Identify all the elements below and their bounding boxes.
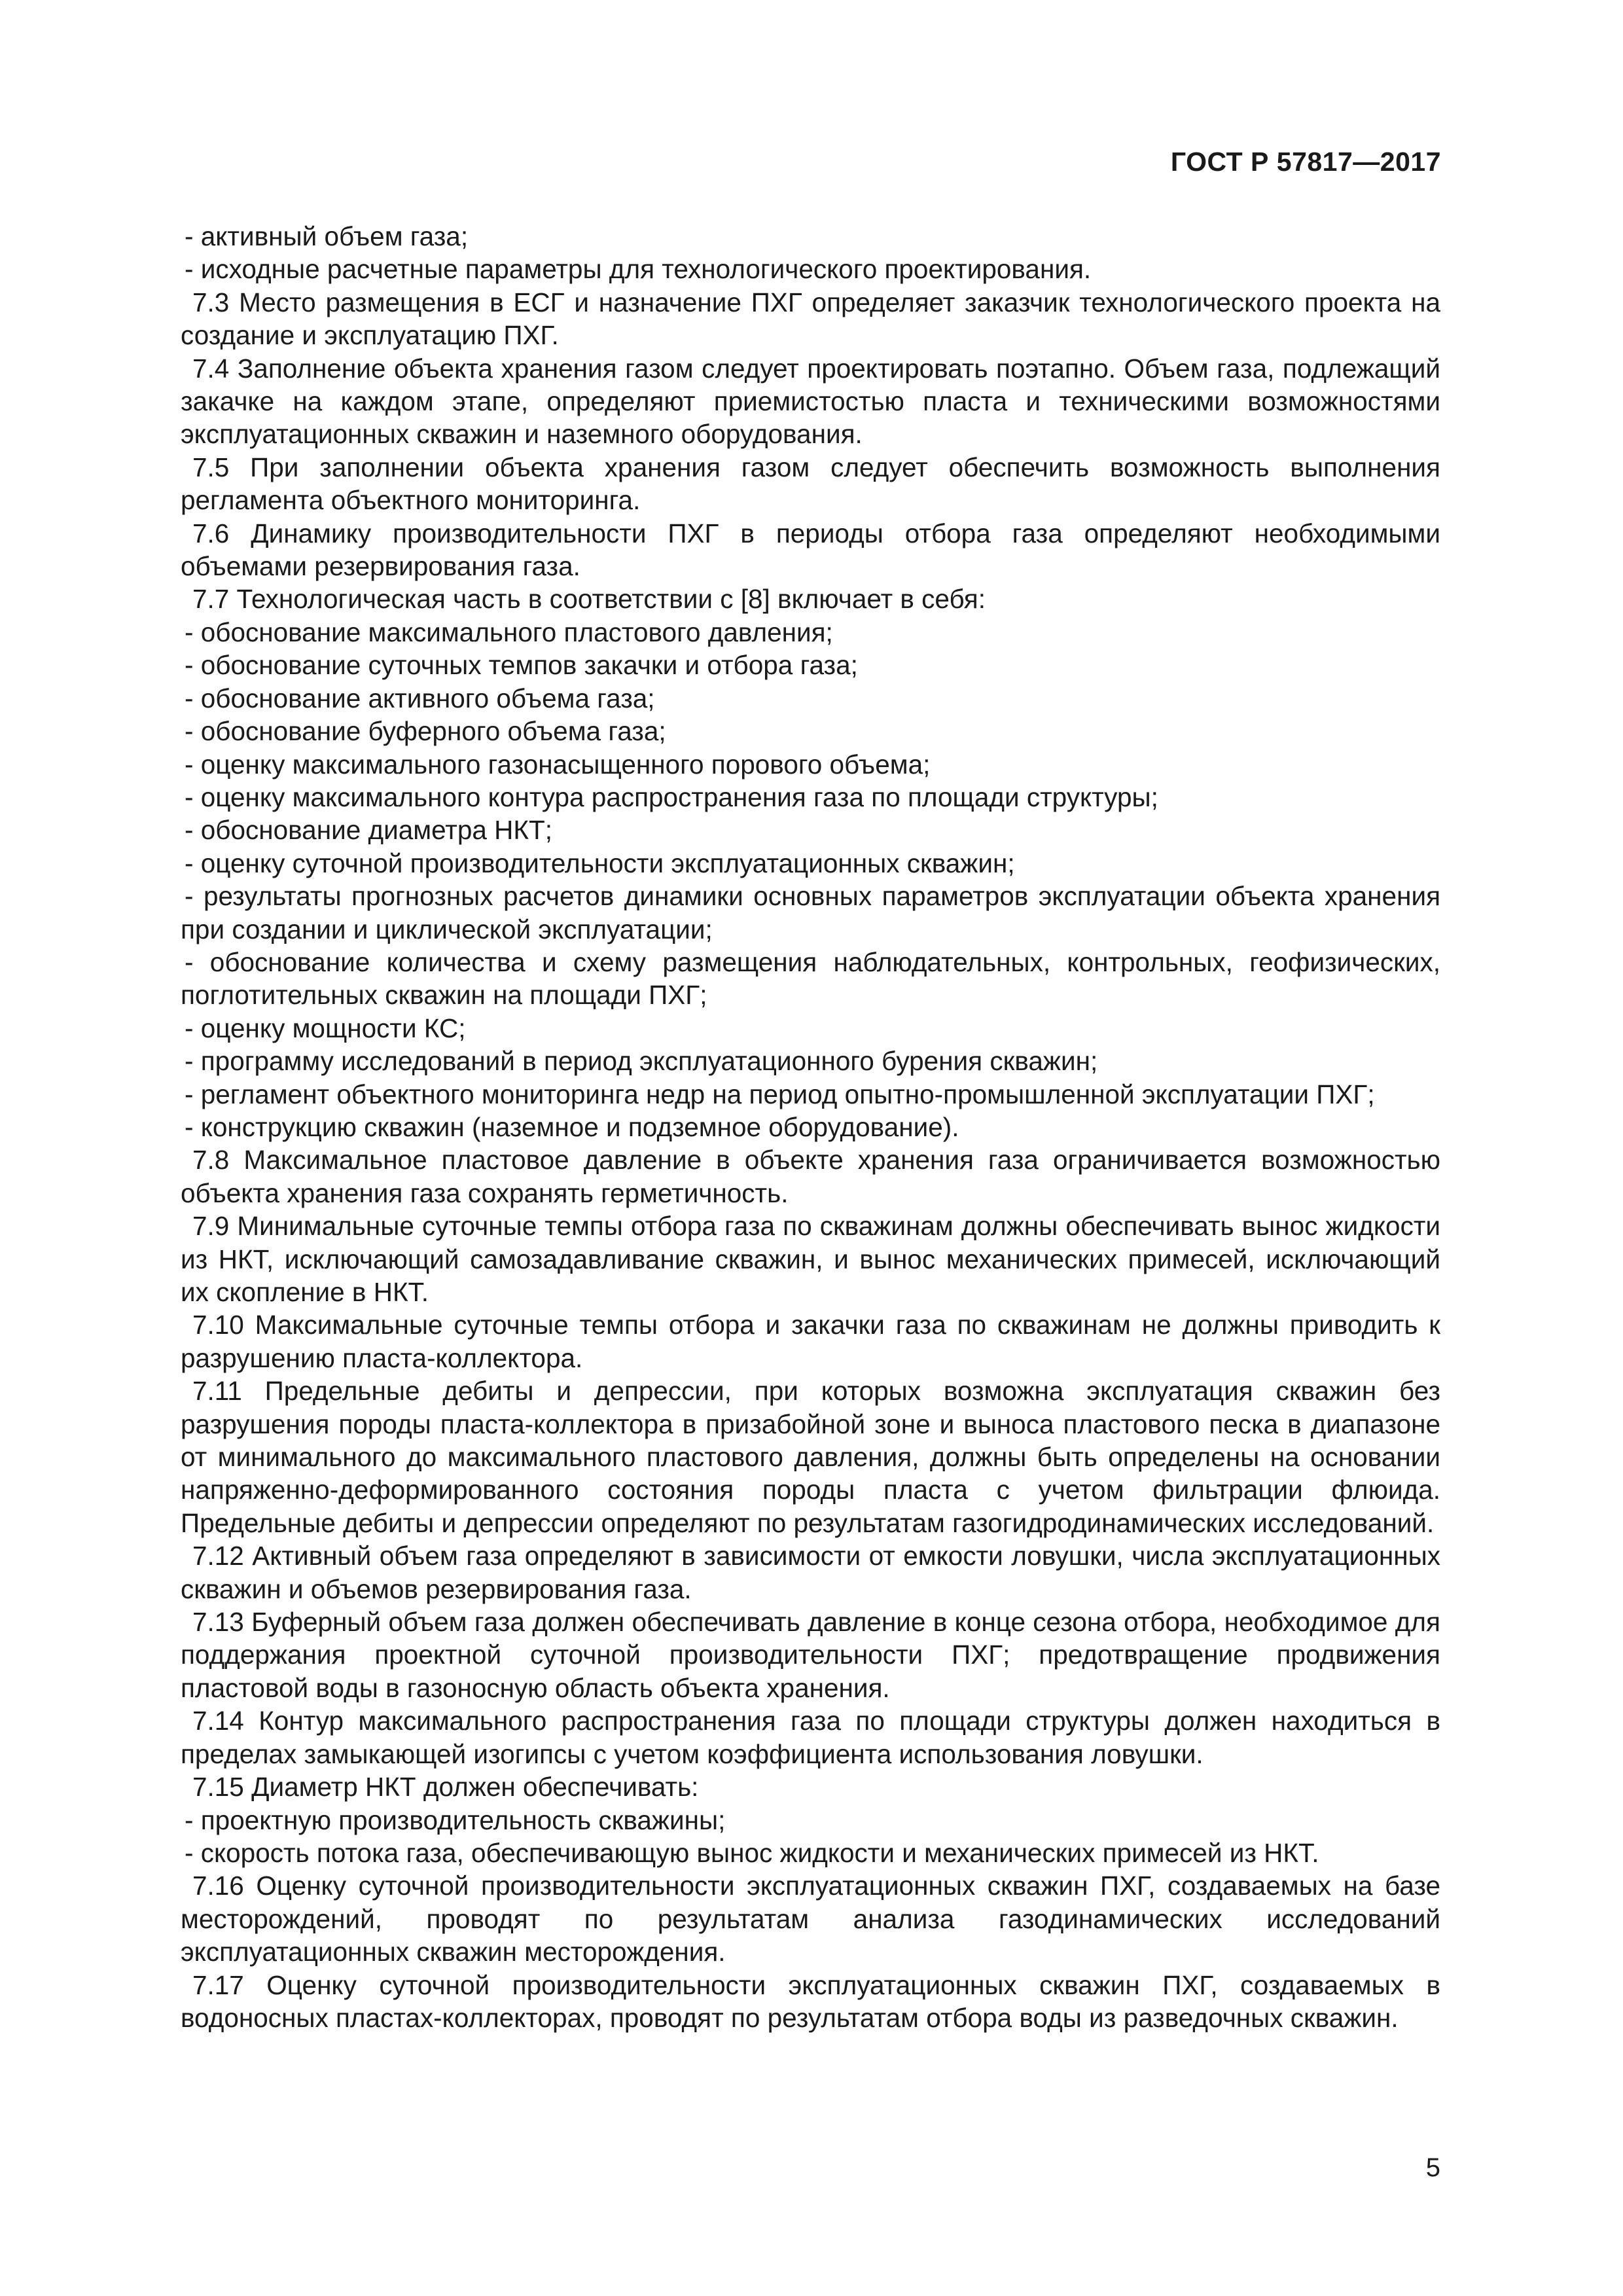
paragraph: 7.10 Максимальные суточные темпы отбора и закачки газа по скважинам не должны приводить к разрушению пласта-коллектора. — [181, 1310, 1440, 1373]
list-item: - результаты прогнозных расчетов динамики основных параметров эксплуатации объекта хранения при создании и циклической эксплуатации; — [181, 881, 1440, 944]
paragraph: 7.4 Заполнение объекта хранения газом следует проектировать поэтапно. Объем газа, подлежащий закачке на каждом этапе, определяют приемистостью пласта и техническими возможностями эксплуатационных скважин и наземного оборудования. — [181, 353, 1440, 450]
paragraph: 7.12 Активный объем газа определяют в зависимости от емкости ловушки, числа эксплуатационных скважин и объемов резервирования газа. — [181, 1541, 1440, 1604]
list-item: - регламент объектного мониторинга недр на период опытно-промышленной эксплуатации ПХГ; — [185, 1079, 1375, 1109]
document-body — [181, 220, 1440, 2034]
paragraph: 7.15 Диаметр НКТ должен обеспечивать: — [192, 1772, 699, 1803]
list-item: - обоснование суточных темпов закачки и отбора газа; — [185, 650, 858, 681]
paragraph: 7.6 Динамику производительности ПХГ в периоды отбора газа определяют необходимыми объемами резервирования газа. — [181, 518, 1440, 582]
paragraph: 7.14 Контур максимального распространения газа по площади структуры должен находиться в пределах замыкающей изогипсы с учетом коэффициента использования ловушки. — [181, 1706, 1440, 1769]
document-number: ГОСТ Р 57817—2017 — [1170, 147, 1441, 177]
list-item: - исходные расчетные параметры для технологического проектирования. — [185, 254, 1092, 285]
list-item: - обоснование максимального пластового давления; — [185, 617, 833, 647]
page-number: 5 — [1425, 2153, 1440, 2182]
list-item: - скорость потока газа, обеспечивающую вынос жидкости и механических примесей из НКТ. — [185, 1837, 1319, 1868]
paragraph: 7.11 Предельные дебиты и депрессии, при которых возможна эксплуатация скважин без разрушения породы пласта-коллектора в призабойной зоне и выноса пластового песка в диапазоне от минимального до максимального пластового давления, должны быть определены на основании напряженно-деформированного состояния породы пласта с учетом фильтрации флюида. Предельные дебиты и депрессии определяют по результатам газогидродинамических исследований. — [181, 1376, 1440, 1538]
list-item: - программу исследований в период эксплуатационного бурения скважин; — [185, 1046, 1098, 1077]
paragraph: 7.5 При заполнении объекта хранения газом следует обеспечить возможность выполнения регламента объектного мониторинга. — [181, 452, 1440, 516]
list-item: - обоснование буферного объема газа; — [185, 716, 666, 747]
list-item: - оценку максимального газонасыщенного порового объема; — [185, 749, 931, 780]
list-item: - конструкцию скважин (наземное и подземное оборудование). — [185, 1111, 959, 1142]
paragraph: 7.9 Минимальные суточные темпы отбора газа по скважинам должны обеспечивать вынос жидкости из НКТ, исключающий самозадавливание скважин, и вынос механических примесей, исключающий их скопление в НКТ. — [181, 1211, 1440, 1307]
list-item: - оценку мощности КС; — [185, 1013, 466, 1043]
paragraph: 7.16 Оценку суточной производительности эксплуатационных скважин ПХГ, создаваемых на базе месторождений, проводят по результатам анализа газодинамических исследований эксплуатационных скважин месторождения. — [181, 1871, 1440, 1967]
list-item: - оценку суточной производительности эксплуатационных скважин; — [185, 848, 1015, 878]
list-item: - оценку максимального контура распространения газа по площади структуры; — [185, 781, 1158, 812]
paragraph: 7.13 Буферный объем газа должен обеспечивать давление в конце сезона отбора, необходимое для поддержания проектной суточной производительности ПХГ; предотвращение продвижения пластовой воды в газоносную область объекта хранения. — [181, 1607, 1440, 1703]
list-item: - обоснование активного объема газа; — [185, 683, 655, 713]
list-item: - обоснование диаметра НКТ; — [185, 815, 552, 846]
paragraph: 7.8 Максимальное пластовое давление в объекте хранения газа ограничивается возможностью объекта хранения газа сохранять герметичность. — [181, 1145, 1440, 1208]
paragraph: 7.3 Место размещения в ЕСГ и назначение ПХГ определяет заказчик технологического проекта на создание и эксплуатацию ПХГ. — [181, 287, 1440, 351]
list-item: - активный объем газа; — [185, 221, 469, 251]
list-item: - проектную производительность скважины; — [185, 1804, 726, 1835]
list-item: - обоснование количества и схему размещения наблюдательных, контрольных, геофизических, поглотительных скважин на площади ПХГ; — [181, 946, 1440, 1011]
paragraph: 7.7 Технологическая часть в соответствии с [8] включает в себя: — [192, 584, 986, 615]
paragraph: 7.17 Оценку суточной производительности эксплуатационных скважин ПХГ, создаваемых в водоносных пластах-коллекторах, проводят по результатам отбора воды из разведочных скважин. — [181, 1969, 1440, 2033]
